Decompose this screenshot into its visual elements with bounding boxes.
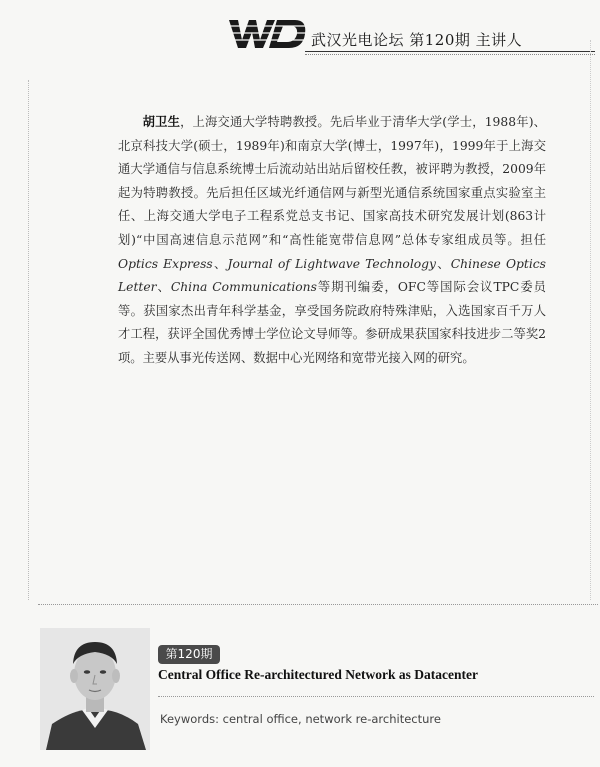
speaker-bio (118, 110, 546, 371)
left-guide-line (28, 80, 29, 600)
lecture-title: Central Office Re-architectured Network as Datacenter (158, 667, 479, 682)
header-rule-dotted (305, 54, 595, 56)
journal-lightwave-technology: Journal of Lightwave Technology (227, 256, 436, 271)
journal-separator: 、 (212, 256, 228, 271)
journal-optics-express: Optics Express (118, 256, 213, 271)
card-divider (158, 696, 594, 697)
speaker-name: 胡卫生 (142, 114, 181, 129)
header-title: 武汉光电论坛 第120期 主讲人 (311, 31, 523, 49)
journal-separator: 、 (435, 256, 451, 271)
portrait-photo-icon (40, 628, 150, 750)
bio-text-2: 等期刊编委，OFC等国际会议TPC委员等。获国家杰出青年科学基金，享受国务院政府特殊津贴，入选国家百千万人才工程，获评全国优秀博士学位论文导师等。参研成果获国家科技进步二等奖2项。主要从事光传送网、数据中心光网络和宽带光接入网的研究。 (118, 280, 546, 365)
wd-logo-icon (225, 14, 307, 54)
lecture-keywords: Keywords: central office, network re-architecture (160, 712, 441, 726)
journal-chinese-optics-letter: Chinese Optics Letter (118, 256, 546, 295)
section-divider (38, 604, 598, 605)
page-header (225, 14, 595, 54)
bio-text-1: ，上海交通大学特聘教授。先后毕业于清华大学(学士，1988年)、北京科技大学(硕士，1989年)和南京大学(博士，1997年)，1999年于上海交通大学通信与信息系统博士后流动站出站后留校任教，被评聘为教授，2009年起为特聘教授。先后担任区域光纤通信网与新型光通信系统国家重点实验室主任、上海交通大学电子工程系党总支书记、国家高技术研究发展计划(863计划)“中国高速信息示范网”和“高性能宽带信息网”总体专家组成员等。担任 (118, 115, 546, 247)
speaker-photo (40, 628, 150, 750)
right-guide-line (590, 40, 591, 600)
issue-badge: 第120期 (158, 645, 220, 664)
journal-china-communications: China Communications (170, 280, 317, 295)
header-rule (305, 51, 595, 52)
journal-separator: 、 (156, 280, 171, 295)
